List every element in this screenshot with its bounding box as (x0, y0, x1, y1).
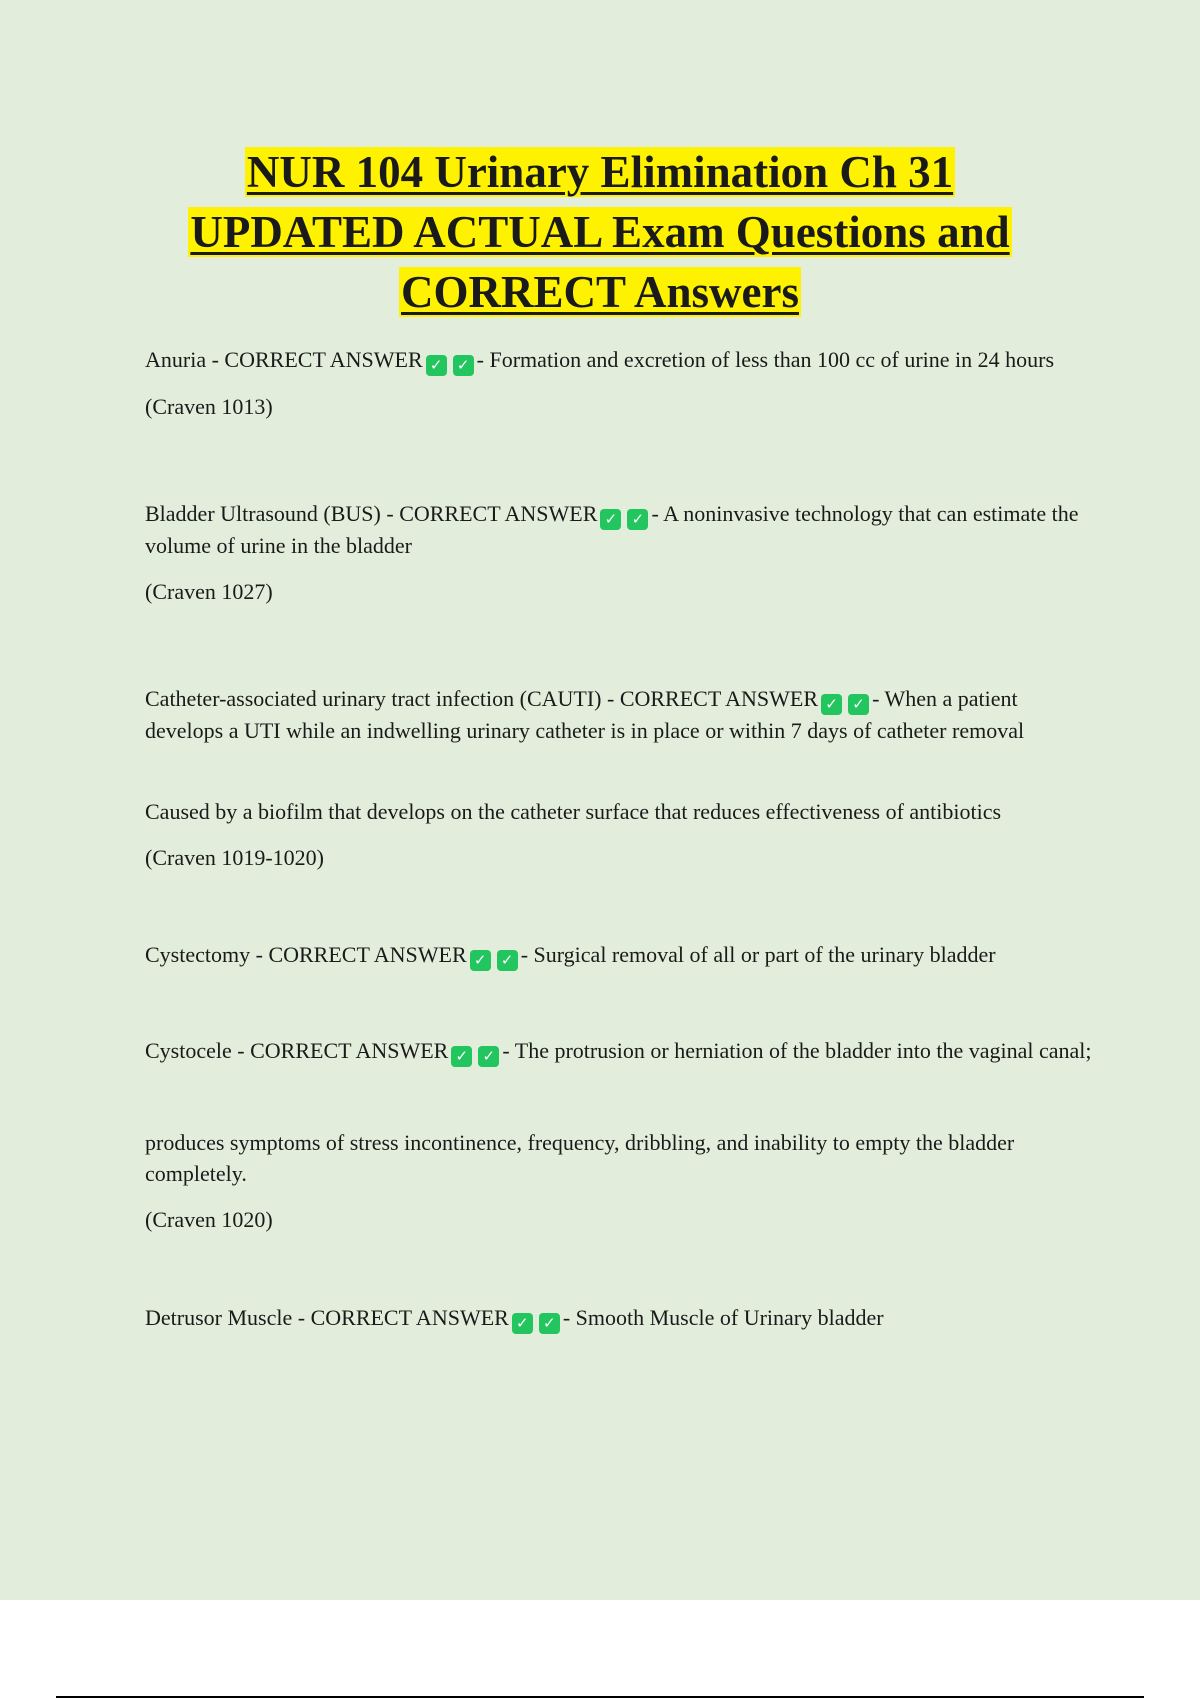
entry-anuria (145, 344, 1095, 422)
check-mark-icon: ✓ (512, 1313, 533, 1334)
entry-definition: When a patient develops a UTI while an indwelling urinary catheter is in place or within 7 days of catheter removal (145, 686, 1025, 743)
entry-detrusor-muscle (145, 1302, 1095, 1334)
title-line: CORRECT Answers (401, 267, 799, 317)
entry-term: Bladder Ultrasound (BUS) (145, 501, 381, 526)
entry-definition: The protrusion or herniation of the bladder into the vaginal canal; (514, 1038, 1092, 1063)
entry-definition: Smooth Muscle of Urinary bladder (575, 1305, 884, 1330)
entry-citation: (Craven 1027) (145, 579, 273, 604)
entry-note: Caused by a biofilm that develops on the catheter surface that reduces effectiveness of antibiotics (145, 799, 1002, 824)
answer-marker: CORRECT ANSWER (619, 686, 819, 711)
entry-note: produces symptoms of stress incontinence, frequency, dribbling, and inability to empty the bladder completely. (145, 1130, 1015, 1186)
title-line: UPDATED ACTUAL Exam Questions and (190, 207, 1010, 257)
check-mark-icon: ✓ (539, 1313, 560, 1334)
check-mark-icon: ✓ (426, 355, 447, 376)
entry-text: Cystocele - CORRECT ANSWER ✓ ✓ - The protrusion or herniation of the bladder into the vaginal canal; (145, 1038, 1092, 1065)
entry-term: Catheter-associated urinary tract infection (CAUTI) (145, 686, 602, 711)
document-title (100, 142, 1100, 322)
entry-citation: (Craven 1020) (145, 1207, 273, 1232)
entry-text: Cystectomy - CORRECT ANSWER ✓ ✓ - Surgical removal of all or part of the urinary bladder (145, 942, 996, 969)
entry-bladder-ultrasound (145, 498, 1095, 607)
entry-definition: Surgical removal of all or part of the urinary bladder (533, 942, 996, 967)
entry-term: Detrusor Muscle (145, 1305, 293, 1330)
check-mark-icon: ✓ (600, 509, 621, 530)
answer-marker: CORRECT ANSWER (399, 501, 598, 526)
entry-cauti (145, 683, 1095, 873)
check-mark-icon: ✓ (470, 950, 491, 971)
entry-text: Catheter-associated urinary tract infection (CAUTI) - CORRECT ANSWER ✓ ✓ - When a patient develops a UTI while an indwelling urinary catheter is in place or within 7 days of catheter removal (145, 686, 1025, 743)
check-mark-icon: ✓ (478, 1046, 499, 1067)
entry-text: Anuria - CORRECT ANSWER ✓ ✓ - Formation and excretion of less than 100 cc of urine in 24 hours (145, 347, 1055, 374)
entry-cystectomy (145, 939, 1095, 971)
entry-term: Cystocele (145, 1038, 232, 1063)
title-line: NUR 104 Urinary Elimination Ch 31 (246, 147, 954, 197)
check-mark-icon: ✓ (497, 950, 518, 971)
entry-cystocele (145, 1035, 1095, 1235)
entry-definition: Formation and excretion of less than 100 cc of urine in 24 hours (489, 347, 1055, 372)
entry-citation: (Craven 1013) (145, 394, 273, 419)
answer-marker: CORRECT ANSWER (224, 347, 423, 372)
answer-marker: CORRECT ANSWER (310, 1305, 509, 1330)
check-mark-icon: ✓ (453, 355, 474, 376)
footer-divider (56, 1696, 1144, 1698)
answer-marker: CORRECT ANSWER (268, 942, 467, 967)
answer-marker: CORRECT ANSWER (250, 1038, 449, 1063)
check-mark-icon: ✓ (451, 1046, 472, 1067)
entry-term: Cystectomy (145, 942, 251, 967)
entry-text: Bladder Ultrasound (BUS) - CORRECT ANSWER ✓ ✓ - A noninvasive technology that can estimate the volume of urine in the bladder (145, 501, 1079, 558)
document-body (145, 344, 1095, 1334)
check-mark-icon: ✓ (848, 694, 869, 715)
entry-text: Detrusor Muscle - CORRECT ANSWER ✓ ✓ - Smooth Muscle of Urinary bladder (145, 1305, 884, 1332)
entry-citation: (Craven 1019-1020) (145, 845, 325, 870)
entry-term: Anuria (145, 347, 207, 372)
entry-definition: A noninvasive technology that can estimate the volume of urine in the bladder (145, 501, 1079, 558)
check-mark-icon: ✓ (627, 509, 648, 530)
check-mark-icon: ✓ (821, 694, 842, 715)
